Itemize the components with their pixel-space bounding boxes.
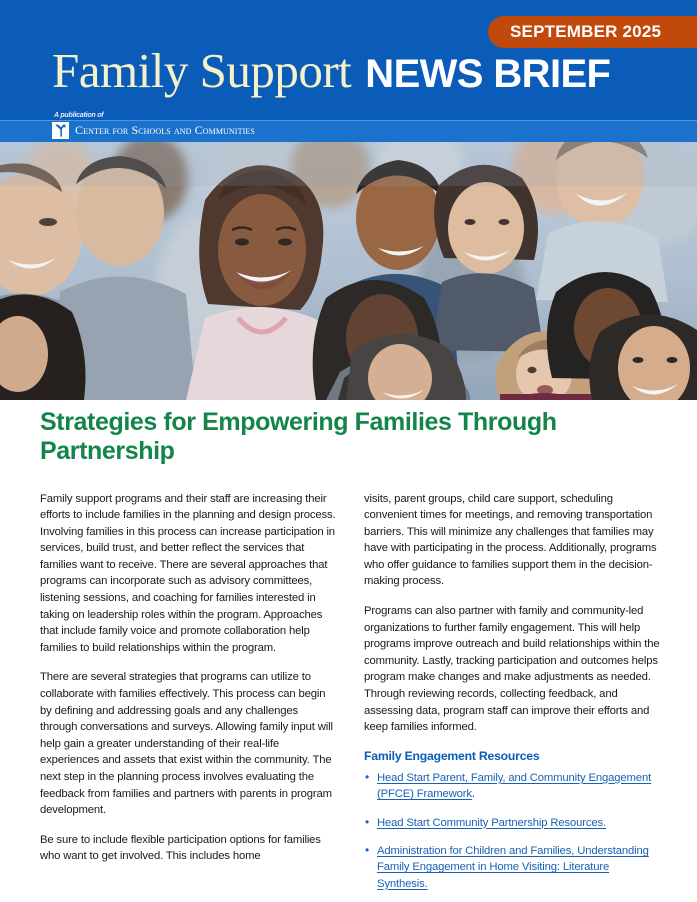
issue-date-label: SEPTEMBER 2025 [510,22,662,41]
list-item [364,815,660,831]
resources-heading: Family Engagement Resources [364,748,540,763]
body-paragraph: Family support programs and their staff are increasing their efforts to include families in the planning and design process. Involving families in this process can increase participation in services, build trust, and better reflect the services that families want to receive. There are several approaches that programs can incorporate such as advisory committees, listening sessions, and coaching for families interested in taking on leadership roles within the program. Approaches that include family voice and promote collaboration help families to build relationships within the program. [40,492,336,654]
tree-logo-icon [52,122,69,139]
issue-date-badge [488,16,697,48]
list-item [364,770,660,803]
masthead-title-sans: NEWS BRIEF [365,52,611,96]
article-headline: Strategies for Empowering Families Through Partnership [40,408,557,466]
organization-logo[interactable] [52,122,255,139]
article-columns [40,491,661,902]
body-paragraph: There are several strategies that programs can utilize to collaborate with families effectively. This process can begin by defining and addressing goals and any challenges through conversations and surveys. Allowing family input will help gain a greater understanding of their real-life experiences and assets that exist within the community. The next step in the planning process involves evaluating the feedback from families and partners with parents in program development. [40,671,333,817]
hero-photo [0,142,697,400]
resource-link[interactable]: Administration for Children and Families, Understanding Family Engagement in Home Visiting: Literature Synthesis. [377,844,649,890]
right-column [364,491,660,902]
list-item [364,843,660,892]
article [0,400,697,902]
masthead [0,0,697,120]
body-paragraph: Be sure to include flexible participation options for families who want to get involved. This includes home [40,833,321,863]
organization-name: Center for Schools and Communities [75,123,255,137]
resource-link[interactable]: Head Start Community Partnership Resources. [377,816,606,829]
publication-of-label: A publication of [54,112,104,119]
body-paragraph: visits, parent groups, child care support, scheduling convenient times for meetings, and removing transportation barriers. This will minimize any challenges that families may have with participating in the process. Additionally, programs who offer guidance to families support them in the decision-making process. [364,492,657,588]
resource-link[interactable]: Head Start Parent, Family, and Community Engagement (PFCE) Framework [377,771,652,801]
masthead-title [52,43,611,98]
body-paragraph: Programs can also partner with family and community-led organizations to further family engagement. This will help programs improve outreach and build relationships within the community. Lastly, tracking participation and outcomes helps program make changes and make adjustments as needed. Through reviewing records, collecting feedback, and assessing data, program staff can improve their efforts and keep families informed. [364,605,660,734]
masthead-title-serif: Family Support [52,43,352,98]
left-column [40,491,336,902]
resource-link-trailing: . [471,788,475,801]
resources-list [364,770,660,892]
